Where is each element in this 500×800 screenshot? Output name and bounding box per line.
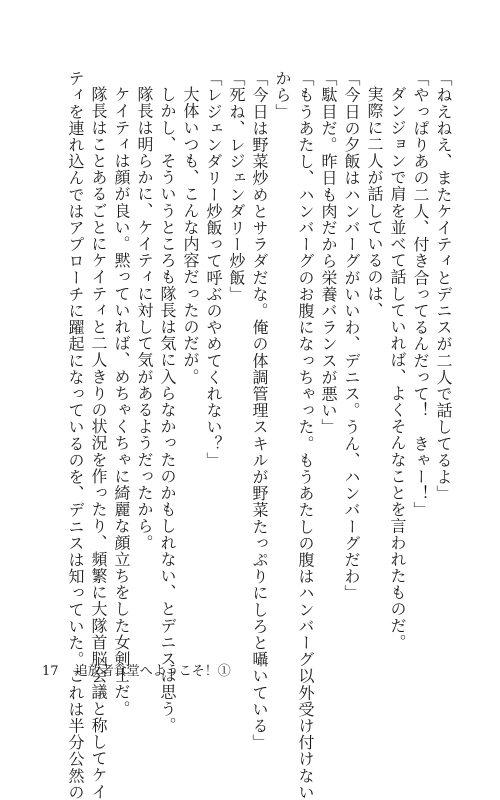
- text-line: 「ねえねえ、またケイティとデニスが二人で話してるよ」: [434, 70, 453, 502]
- text-line: 「死ね、レジェンダリー炒飯」: [227, 70, 246, 303]
- text-line: から」: [273, 70, 292, 120]
- text-line: 「今日の夕飯はハンバーグがいいわ、デニス。うん、ハンバーグだわ」: [342, 70, 361, 602]
- text-line: 実際に二人が話しているのは、: [365, 86, 384, 319]
- page-number: 17: [42, 664, 59, 679]
- text-line: ケイティは顔が良い。黙っていれば、めちゃくちゃに綺麗な顔立ちをした女剣士だ。: [112, 86, 131, 717]
- text-line: 「レジェンダリー炒飯って呼ぶのやめてくれない？」: [204, 70, 223, 469]
- text-line: 隊長はことあるごとにケイティと二人きりの状況を作ったり、頻繁に大隊首脳会議と称してケイ: [89, 86, 108, 800]
- book-title: 追放者食堂へようこそ！①: [74, 664, 231, 679]
- page-footer: [42, 660, 231, 679]
- text-line: 「駄目だ。昨日も肉だから栄養バランスが悪い」: [319, 70, 338, 436]
- text-line: ダンジョンで肩を並べて話していれば、よくそんなことを言われたものだ。: [388, 86, 407, 651]
- text-line: 「やっぱりあの二人、付き合ってるんだって！ きゃー！」: [411, 70, 430, 519]
- text-line: ティを連れ込んではアプローチに躍起になっているのを、デニスは知っていた。これは半分公然の: [66, 70, 85, 800]
- text-line: しかし、そういうところも隊長は気に入らなかったのかもしれない、とデニスは思う。: [158, 86, 177, 734]
- text-line: 隊長は明らかに、ケイティに対して気があるようだったから。: [135, 86, 154, 551]
- text-line: 大体いつも、こんな内容だったのだが。: [181, 86, 200, 385]
- text-line: 「今日は野菜炒めとサラダだな。俺の体調管理スキルが野菜たっぷりにしろと囁いている」: [250, 70, 269, 751]
- text-line: 「もうあたし、ハンバーグのお腹になっちゃった。もうあたしの腹はハンバーグ以外受け付けない: [296, 70, 315, 800]
